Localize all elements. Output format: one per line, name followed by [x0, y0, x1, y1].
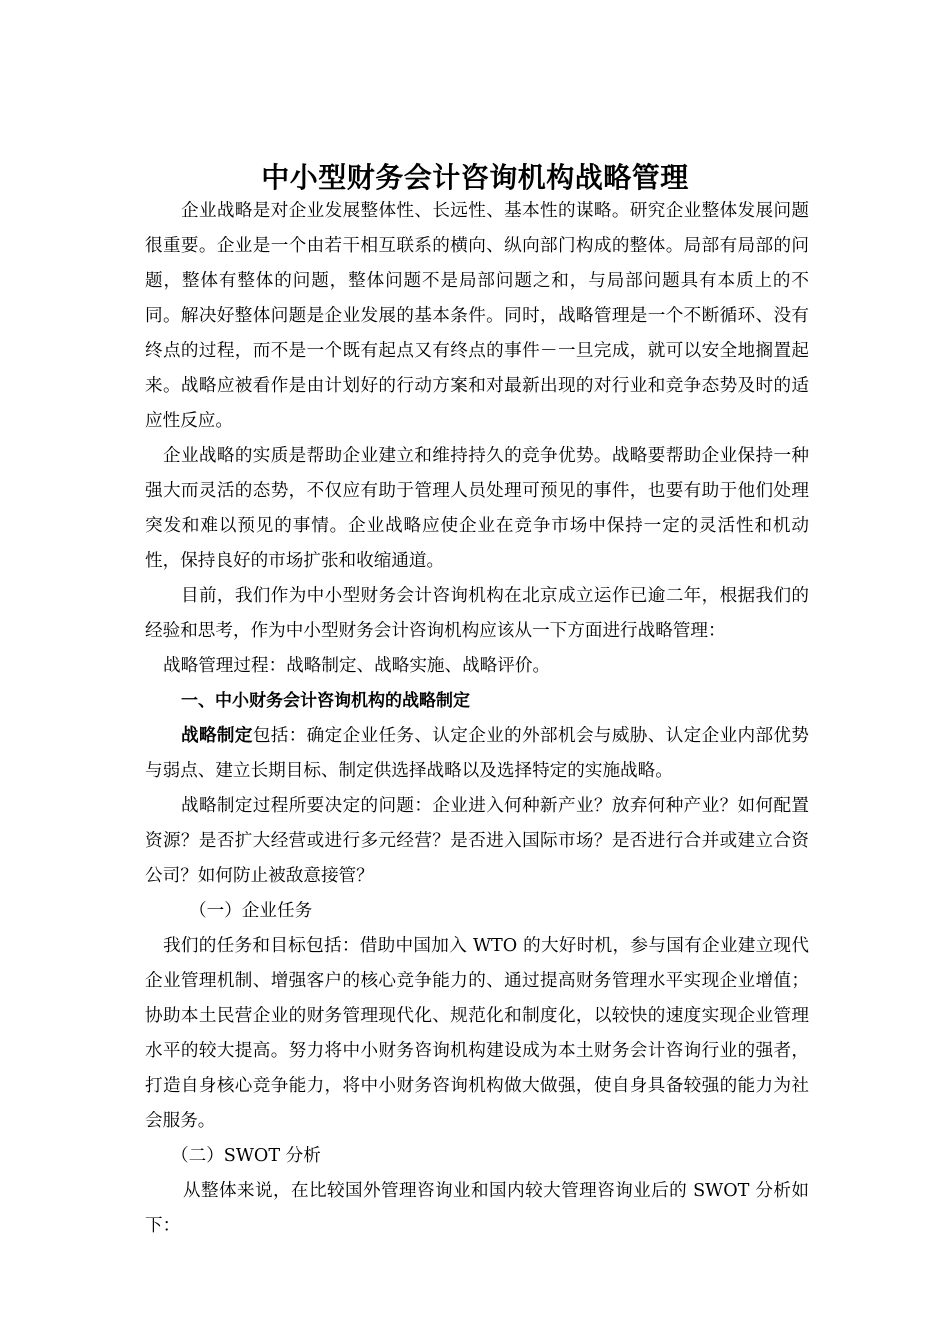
document-body	[145, 194, 809, 1244]
paragraph-formulation-content	[145, 719, 809, 789]
paragraph-formulation-questions: 战略制定过程所要决定的问题：企业进入何种新产业？放弃何种产业？如何配置资源？是否扩大经营或进行多元经营？是否进入国际市场？是否进行合并或建立合资公司？如何防止被敌意接管？	[145, 796, 809, 886]
subsection-heading-swot: （二）SWOT 分析	[171, 1146, 321, 1166]
document-title: 中小型财务会计咨询机构战略管理	[261, 161, 689, 194]
paragraph-strategy-essence: 企业战略的实质是帮助企业建立和维持持久的竞争优势。战略要帮助企业保持一种强大而灵活的态势，不仅应有助于管理人员处理可预见的事件，也要有助于他们处理突发和难以预见的事情。企业战略应使企业在竞争市场中保持一定的灵活性和机动性，保持良好的市场扩张和收缩通道。	[145, 446, 809, 571]
section-heading-strategy-formulation: 一、中小财务会计咨询机构的战略制定	[181, 691, 470, 711]
bold-term-strategy-formulation: 战略制定	[181, 726, 253, 746]
formulation-content-text: 包括：确定企业任务、认定企业的外部机会与威胁、认定企业内部优势与弱点、建立长期目标、制定供选择战略以及选择特定的实施战略。	[145, 726, 809, 781]
paragraph-current-situation: 目前，我们作为中小型财务会计咨询机构在北京成立运作已逾二年，根据我们的经验和思考，作为中小型财务会计咨询机构应该从一下方面进行战略管理：	[145, 586, 809, 641]
paragraph-swot-intro: 从整体来说，在比较国外管理咨询业和国内较大管理咨询业后的 SWOT 分析如下：	[145, 1181, 809, 1236]
paragraph-management-process: 战略管理过程：战略制定、战略实施、战略评价。	[163, 656, 551, 676]
subsection-heading-enterprise-mission: （一）企业任务	[189, 901, 313, 921]
paragraph-mission-goals: 我们的任务和目标包括：借助中国加入 WTO 的大好时机，参与国有企业建立现代企业管理机制、增强客户的核心竞争能力的、通过提高财务管理水平实现企业增值；协助本土民营企业的财务管理现代化、规范化和制度化，以较快的速度实现企业管理水平的较大提高。努力将中小财务咨询机构建设成为本土财务会计咨询行业的强者，打造自身核心竞争能力，将中小财务咨询机构做大做强，使自身具备较强的能力为社会服务。	[145, 936, 809, 1131]
paragraph-strategy-definition: 企业战略是对企业发展整体性、长远性、基本性的谋略。研究企业整体发展问题很重要。企业是一个由若干相互联系的横向、纵向部门构成的整体。局部有局部的问题，整体有整体的问题，整体问题不是局部问题之和，与局部问题具有本质上的不同。解决好整体问题是企业发展的基本条件。同时，战略管理是一个不断循环、没有终点的过程，而不是一个既有起点又有终点的事件－一旦完成，就可以安全地搁置起来。战略应被看作是由计划好的行动方案和对最新出现的对行业和竞争态势及时的适应性反应。	[145, 201, 809, 431]
